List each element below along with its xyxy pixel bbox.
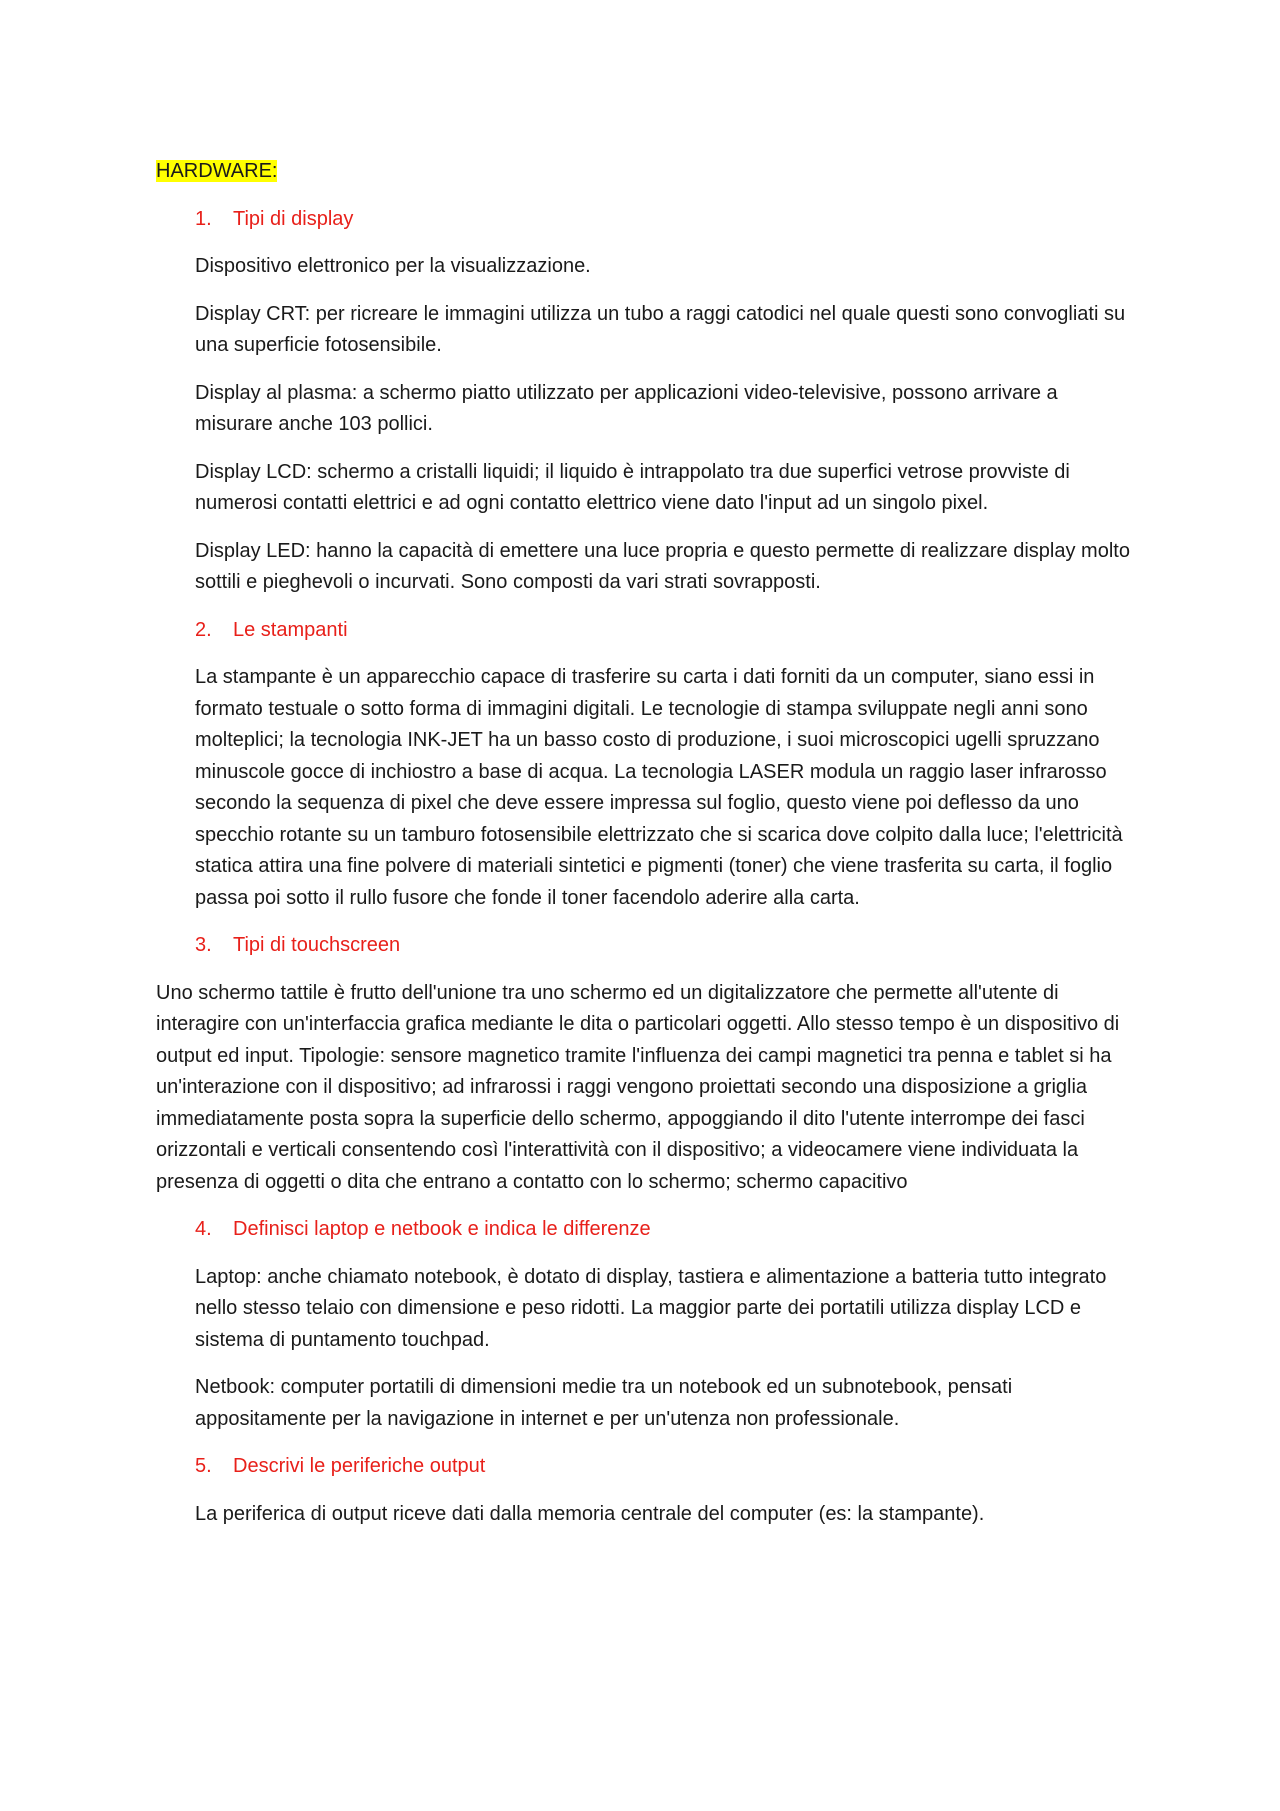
section-heading-text: Descrivi le periferiche output [233, 1455, 486, 1477]
section-heading-text: Le stampanti [233, 618, 348, 641]
paragraph: Netbook: computer portatili di dimensioni medie tra un notebook ed un subnotebook, pensati appositamente per la navigazione in internet e per un'utenza non professionale. [195, 1376, 1013, 1430]
document-title [156, 156, 1136, 188]
paragraph: Uno schermo tattile è frutto dell'unione tra uno schermo ed un digitalizzatore che permette all'utente di interagire con un'interfaccia grafica mediante le dita o particolari oggetti. Allo stesso tempo è un dispositivo di output ed input. Tipologie: sensore magnetico tramite l'influenza dei campi magnetici tra penna e tablet si ha un'interazione con il dispositivo; ad infrarossi i raggi vengono proiettati secondo una disposizione a griglia immediatamente posta sopra la superficie dello schermo, appoggiando il dito l'utente interrompe dei fasci orizzontali e verticali consentendo così l'interattività con il dispositivo; a videocamere viene individuata la presenza di oggetti o dita che entrano a contatto con lo schermo; schermo capacitivo [156, 981, 1120, 1193]
document-title-text: HARDWARE: [156, 160, 278, 182]
section-number: 4. [195, 1218, 212, 1240]
paragraph: Display al plasma: a schermo piatto utilizzato per applicazioni video-televisive, possono arrivare a misurare anche 103 pollici. [195, 381, 1058, 435]
paragraph: Display LED: hanno la capacità di emettere una luce propria e questo permette di realizzare display molto sottili e pieghevoli o incurvati. Sono composti da vari strati sovrapposti. [195, 539, 1130, 593]
paragraph: La periferica di output riceve dati dalla memoria centrale del computer (es: la stampante). [195, 1502, 985, 1525]
section-number: 3. [195, 934, 212, 956]
paragraph: Display CRT: per ricreare le immagini utilizza un tubo a raggi catodici nel quale questi sono convogliati su una superficie fotosensibile. [195, 302, 1126, 356]
document-body [156, 156, 1136, 1546]
paragraph: La stampante è un apparecchio capace di trasferire su carta i dati forniti da un computer, siano essi in formato testuale o sotto forma di immagini digitali. Le tecnologie di stampa sviluppate negli anni sono molteplici; la tecnologia INK-JET ha un basso costo di produzione, i suoi microscopici ugelli spruzzano minuscole gocce di inchiostro a base di acqua. La tecnologia LASER modula un raggio laser infrarosso secondo la sequenza di pixel che deve essere impressa sul foglio, questo viene poi deflesso da uno specchio rotante su un tamburo fotosensibile elettrizzato che si scarica dove colpito dalla luce; l'elettricità statica attira una fine polvere di materiali sintetici e pigmenti (toner) che viene trasferita su carta, il foglio passa poi sotto il rullo fusore che fonde il toner facendolo aderire alla carta. [195, 666, 1123, 909]
section-heading-text: Definisci laptop e netbook e indica le differenze [233, 1218, 651, 1240]
section-number: 2. [195, 618, 212, 641]
section-heading-text: Tipi di display [233, 207, 354, 230]
paragraph: Dispositivo elettronico per la visualizzazione. [195, 255, 591, 277]
section-number: 1. [195, 207, 212, 230]
section-number: 5. [195, 1455, 212, 1477]
section-heading-touchscreen-types [156, 930, 1136, 962]
section-heading-display-types [156, 204, 1136, 236]
section-heading-laptop-netbook [156, 1214, 1136, 1246]
paragraph: Laptop: anche chiamato notebook, è dotato di display, tastiera e alimentazione a batteria tutto integrato nello stesso telaio con dimensione e peso ridotti. La maggior parte dei portatili utilizza display LCD e sistema di puntamento touchpad. [195, 1265, 1107, 1351]
paragraph: Display LCD: schermo a cristalli liquidi; il liquido è intrappolato tra due superfici vetrose provviste di numerosi contatti elettrici e ad ogni contatto elettrico viene dato l'input ad un singolo pixel. [195, 460, 1070, 514]
section-heading-printers [156, 615, 1136, 647]
section-heading-output-peripherals [156, 1451, 1136, 1483]
section-heading-text: Tipi di touchscreen [233, 934, 401, 956]
